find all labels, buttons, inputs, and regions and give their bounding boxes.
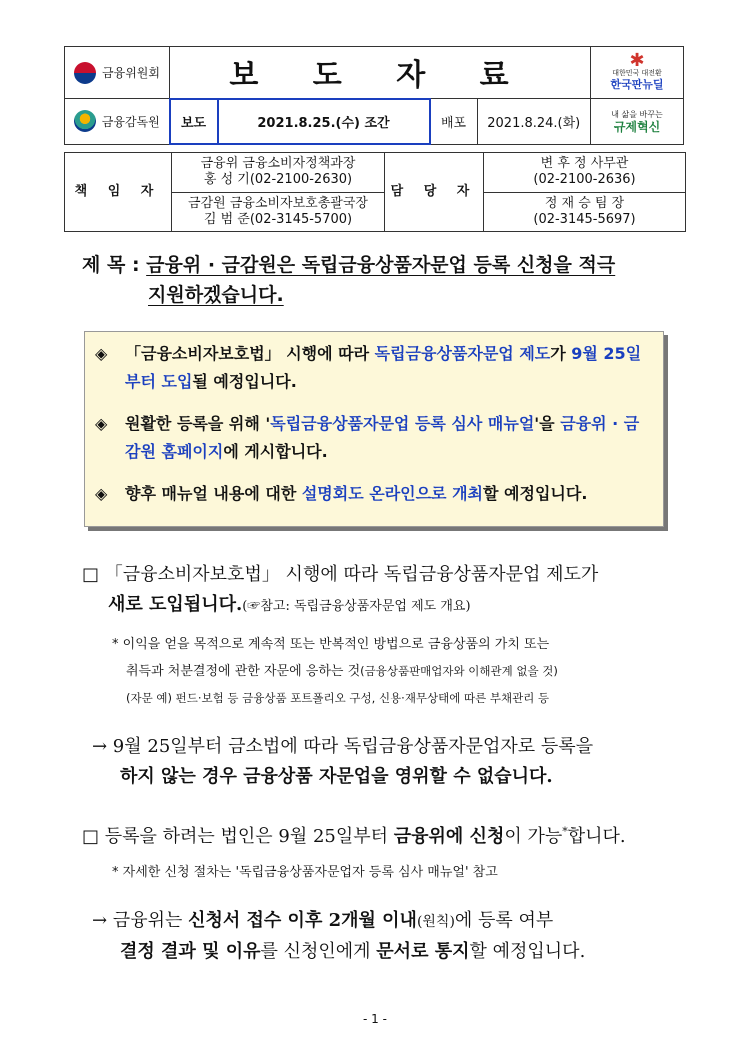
a2-text-a: → 금융위는 [92, 910, 189, 931]
staff-1-phone: (02-2100-2636) [533, 172, 636, 188]
report-date: 2021.8.25.(수) 조간 [218, 99, 430, 144]
p2-asterisk: * [562, 825, 568, 838]
page-number: - 1 - [363, 1012, 387, 1026]
responsible-2-name: 김 범 준(02-3145-5700) [203, 211, 353, 227]
fss-name: 금융감독원 [101, 114, 160, 129]
arrow-1 [82, 732, 682, 792]
report-label: 보도 [170, 99, 218, 144]
responsible-1-name: 홍 성 기(02-2100-2630) [203, 172, 353, 188]
subject-line-1: 금융위 · 금감원은 독립금융상품자문업 등록 신청을 적극 [146, 254, 616, 276]
document-title: 보 도 자 료 [170, 47, 591, 99]
p1-reference: (☞참고: 독립금융상품자문업 제도 개요) [242, 599, 471, 614]
a2-text-g: 문서로 통지 [376, 941, 470, 962]
reg-logo [591, 99, 684, 144]
p2-text-e: 합니다. [567, 826, 626, 847]
paragraph-2 [82, 817, 682, 852]
a2-text-b: 신청서 접수 이후 2개월 이내 [188, 910, 417, 931]
a2-text-c: (원칙) [416, 914, 455, 930]
diamond-bullet-icon: ◈ [95, 344, 108, 363]
fsc-emblem-icon [74, 62, 96, 84]
diamond-bullet-icon: ◈ [95, 414, 108, 433]
subject [82, 250, 682, 310]
new-deal-mark-icon: ✱ [629, 49, 645, 71]
reg-small: 내 삶을 바꾸는 [611, 110, 663, 120]
responsible-2 [172, 192, 385, 232]
responsible-2-title: 금감원 금융소비자보호총괄국장 [188, 195, 368, 211]
responsible-1 [172, 153, 385, 193]
n1-line-1: * 이익을 얻을 목적으로 계속적 또는 반복적인 방법으로 금융상품의 가치 또는 [112, 637, 550, 652]
fsc-logo [65, 47, 170, 99]
staff-2 [484, 192, 686, 232]
fss-emblem-icon [74, 110, 96, 132]
a2-text-e: 결정 결과 및 이유 [120, 941, 261, 962]
paragraph-1 [82, 560, 682, 622]
n1-line-3: (자문 예) 펀드·보험 등 금융상품 포트폴리오 구성, 신용·재무상태에 따른 부채관리 등 [126, 691, 550, 705]
responsible-label: 책 임 자 [65, 153, 172, 232]
note-1 [82, 632, 682, 711]
arrow-2 [82, 906, 682, 967]
p2-text-c: 이 가능 [504, 826, 563, 847]
a1-line-1: → 9월 25일부터 금소법에 따라 독립금융상품자문업자로 등록을 [92, 736, 594, 757]
header-table [64, 46, 684, 145]
p2-text-a: □ 등록을 하려는 법인은 9월 25일부터 [82, 826, 394, 847]
n1-line-2: 취득과 처분결정에 관한 자문에 응하는 것 [126, 664, 361, 679]
dist-date: 2021.8.24.(화) [477, 99, 591, 144]
diamond-bullet-icon: ◈ [95, 484, 108, 503]
staff-1-title: 변 후 정 사무관 [540, 156, 629, 172]
new-deal-small: 대한민국 대전환 [612, 68, 662, 77]
responsible-1-title: 금융위 금융소비자정책과장 [200, 156, 356, 172]
summary-box [84, 331, 664, 527]
a2-text-d: 에 등록 여부 [454, 910, 554, 931]
summary-item: ◈ 원활한 등록을 위해 '독립금융상품자문업 등록 심사 매뉴얼'을 금융위 · 금감원 홈페이지에 게시합니다. [95, 410, 653, 466]
subject-prefix: 제 목 : [82, 254, 147, 276]
staff-2-title: 정 재 승 팀 장 [544, 195, 625, 211]
new-deal-main: 한국판뉴딜 [610, 77, 664, 91]
fss-logo [65, 99, 170, 144]
new-deal-logo [591, 47, 684, 99]
n1-line-2-small: (금융상품판매업자와 이해관계 없을 것) [360, 664, 558, 678]
fsc-name: 금융위원회 [102, 66, 160, 81]
staff-1 [484, 153, 686, 193]
summary-item: ◈ 「금융소비자보호법」 시행에 따라 독립금융상품자문업 제도가 9월 25일부터 도입될 예정입니다. [95, 340, 653, 396]
reg-main: 규제혁신 [613, 120, 661, 135]
dist-label: 배포 [430, 99, 478, 144]
p2-text-b: 금융위에 신청 [393, 826, 505, 847]
contacts-table [64, 152, 686, 232]
staff-2-phone: (02-3145-5697) [533, 211, 636, 227]
summary-item: ◈ 향후 매뉴얼 내용에 대한 설명회도 온라인으로 개최할 예정입니다. [95, 480, 653, 508]
staff-label: 담 당 자 [385, 153, 484, 232]
note-2: * 자세한 신청 절차는 '독립금융상품자문업자 등록 심사 매뉴얼' 참고 [112, 865, 498, 880]
p1-line-1: □ 「금융소비자보호법」 시행에 따라 독립금융상품자문업 제도가 [82, 564, 599, 585]
p1-line-2: 새로 도입됩니다. [108, 594, 243, 615]
a2-text-h: 할 예정입니다. [469, 941, 586, 962]
a2-text-f: 를 신청인에게 [260, 941, 377, 962]
a1-line-2: 하지 않는 경우 금융상품 자문업을 영위할 수 없습니다. [120, 766, 553, 787]
subject-line-2: 지원하겠습니다. [148, 284, 284, 306]
